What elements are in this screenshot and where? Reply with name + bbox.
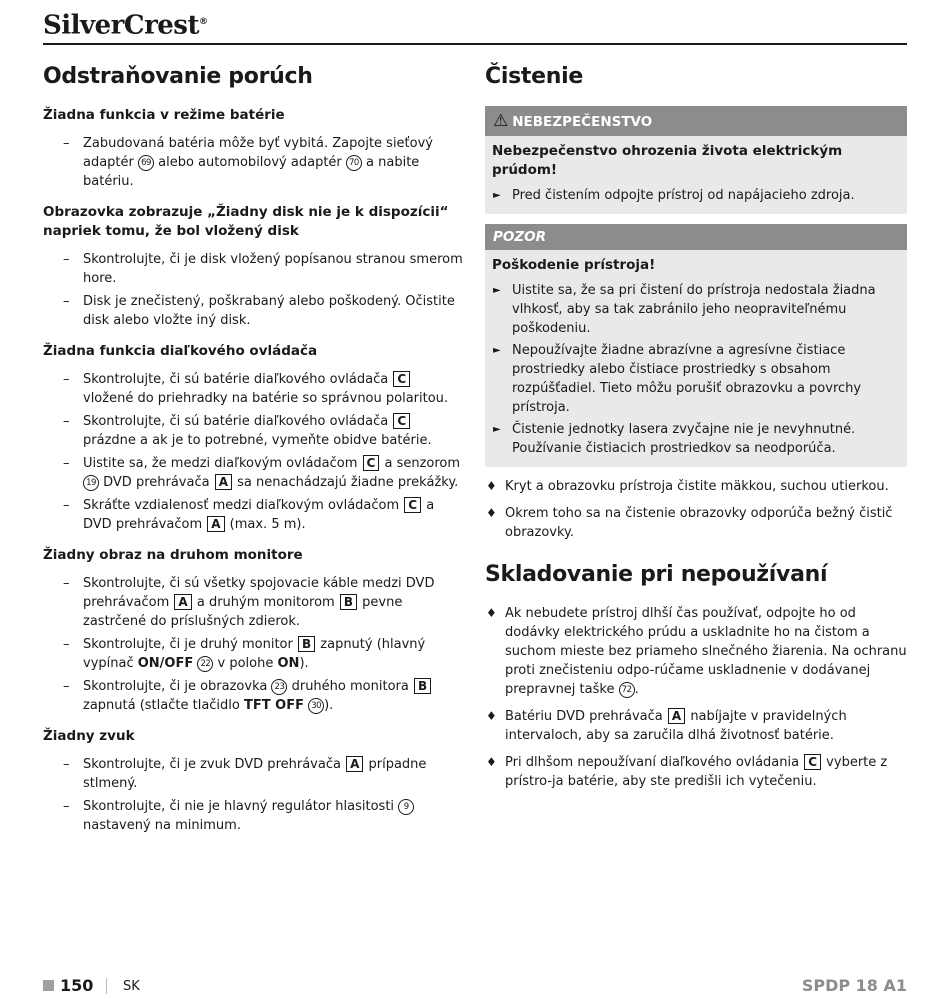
warning-triangle-icon: ⚠	[493, 111, 509, 131]
ref-number: 23	[271, 679, 287, 695]
part-label: C	[804, 754, 821, 770]
list-item: ♦ Batériu DVD prehrávača A nabíjajte v pravidelných intervaloch, aby sa zaručila dlhá životnosť batérie.	[485, 707, 907, 745]
part-label: C	[393, 413, 410, 429]
registered-mark: ®	[198, 17, 208, 27]
ref-number: 9	[398, 799, 414, 815]
section-second-monitor	[43, 546, 463, 715]
troubleshooting-title: Odstraňovanie porúch	[43, 64, 313, 89]
page-footer	[43, 975, 907, 999]
cleaning-storage-column	[485, 62, 907, 799]
ref-number: 70	[346, 155, 362, 171]
part-label: C	[393, 371, 410, 387]
ref-number: 30	[308, 698, 324, 714]
part-label: A	[215, 474, 232, 490]
list-item: – Skontrolujte, či sú batérie diaľkového ovládača C prázdne a ak je to potrebné, vymeňte obidve batérie.	[43, 412, 463, 450]
list-item: – Skontrolujte, či nie je hlavný regulátor hlasitosti 9 nastavený na minimum.	[43, 797, 463, 835]
switch-label: ON/OFF	[137, 656, 194, 671]
ref-number: 22	[197, 656, 213, 672]
list-item: – Skontrolujte, či sú batérie diaľkového ovládača C vložené do priehradky na batérie so správnou polaritou.	[43, 370, 463, 408]
brand-logo	[43, 2, 207, 46]
ref-number: 72	[619, 682, 635, 698]
caution-header: POZOR	[485, 224, 907, 250]
caution-title: Poškodenie prístroja!	[492, 257, 656, 273]
list-item: – Zabudovaná batéria môže byť vybitá. Zapojte sieťový adaptér 69 alebo automobilový adaptér 70 a nabite batériu.	[43, 134, 463, 191]
cleaning-title: Čistenie	[485, 64, 583, 89]
list-item: – Skráťte vzdialenosť medzi diaľkovým ovládačom C a DVD prehrávačom A (max. 5 m).	[43, 496, 463, 534]
section-no-sound	[43, 727, 463, 835]
cleaning-list	[485, 477, 907, 542]
footer-divider	[106, 978, 107, 994]
model-number: SPDP 18 A1	[801, 976, 907, 995]
ref-number: 19	[83, 475, 99, 491]
caution-box	[485, 224, 907, 467]
storage-list	[485, 604, 907, 791]
list-item: – Skontrolujte, či je disk vložený popísanou stranou smerom hore.	[43, 250, 463, 288]
section-no-disc	[43, 203, 463, 330]
page-number: 150	[60, 976, 94, 995]
list-item: ► Pred čistením odpojte prístroj od napájacieho zdroja.	[492, 186, 899, 205]
danger-title: Nebezpečenstvo ohrozenia života elektrickým prúdom!	[492, 143, 843, 178]
section-battery-mode	[43, 106, 463, 191]
section-heading: Žiadny obraz na druhom monitore	[43, 547, 303, 563]
troubleshooting-column	[43, 62, 463, 847]
list-item: ► Čistenie jednotky lasera zvyčajne nie je nevyhnutné. Používanie čistiacich prostriedkov sa neodporúča.	[492, 420, 899, 458]
list-item: ♦ Kryt a obrazovku prístroja čistite mäkkou, suchou utierkou.	[485, 477, 907, 496]
header-rule	[43, 43, 907, 45]
storage-title: Skladovanie pri nepoužívaní	[485, 562, 828, 587]
list-item: – Skontrolujte, či je zvuk DVD prehrávača A prípadne stlmený.	[43, 755, 463, 793]
list-item: ► Uistite sa, že sa pri čistení do prístroja nedostala žiadna vlhkosť, aby sa tak zabránilo jeho neopraviteľnému poškodeniu.	[492, 281, 899, 338]
list-item: ♦ Okrem toho sa na čistenie obrazovky odporúča bežný čistič obrazovky.	[485, 504, 907, 542]
section-heading: Žiadny zvuk	[43, 728, 135, 744]
footer-square-icon	[43, 980, 54, 991]
switch-state: ON	[277, 656, 300, 671]
list-item: – Skontrolujte, či je druhý monitor B zapnutý (hlavný vypínač ON/OFF 22 v polohe ON).	[43, 635, 463, 673]
danger-label: NEBEZPEČENSTVO	[512, 114, 653, 130]
ref-number: 69	[138, 155, 154, 171]
part-label: A	[346, 756, 363, 772]
danger-header	[485, 106, 907, 136]
list-item: – Skontrolujte, či je obrazovka 23 druhého monitora B zapnutá (stlačte tlačidlo TFT OFF 30 ).	[43, 677, 463, 715]
part-label: B	[298, 636, 315, 652]
button-label: TFT OFF	[244, 698, 304, 713]
list-item: – Uistite sa, že medzi diaľkovým ovládačom C a senzorom 19 DVD prehrávača A sa nenachádzajú žiadne prekážky.	[43, 454, 463, 492]
danger-box	[485, 106, 907, 214]
section-remote	[43, 342, 463, 534]
part-label: A	[668, 708, 685, 724]
part-label: B	[414, 678, 431, 694]
list-item: ♦ Pri dlhšom nepoužívaní diaľkového ovládania C vyberte z prístro-ja batérie, aby ste predišli ich vytečeniu.	[485, 753, 907, 791]
part-label: C	[363, 455, 380, 471]
part-label: A	[174, 594, 191, 610]
section-heading: Žiadna funkcia v režime batérie	[43, 107, 285, 123]
brand-name: SilverCrest	[43, 10, 199, 41]
list-item: ► Nepoužívajte žiadne abrazívne a agresívne čistiace prostriedky alebo čistiace prostriedky s obsahom rozpúšťadiel. Tieto môžu porušiť obrazovku a povrchy prístroja.	[492, 341, 899, 417]
part-label: B	[340, 594, 357, 610]
list-item: – Disk je znečistený, poškrabaný alebo poškodený. Očistite disk alebo vložte iný disk.	[43, 292, 463, 330]
list-item: ♦ Ak nebudete prístroj dlhší čas používať, odpojte ho od dodávky elektrického prúdu a uskladnite ho na čistom a suchom mieste bez priameho slnečného žiarenia. Na ochranu proti znečisteniu odpo-rúčame uskladnenie v dodávanej prepravnej taške 72 .	[485, 604, 907, 699]
language-code: SK	[123, 979, 140, 994]
part-label: C	[404, 497, 421, 513]
section-heading: Žiadna funkcia diaľkového ovládača	[43, 343, 318, 359]
section-heading: Obrazovka zobrazuje „Žiadny disk nie je k dispozícii“ napriek tomu, že bol vložený disk	[43, 204, 449, 239]
part-label: A	[207, 516, 224, 532]
list-item: – Skontrolujte, či sú všetky spojovacie káble medzi DVD prehrávačom A a druhým monitorom B pevne zastrčené do príslušných zdierok.	[43, 574, 463, 631]
